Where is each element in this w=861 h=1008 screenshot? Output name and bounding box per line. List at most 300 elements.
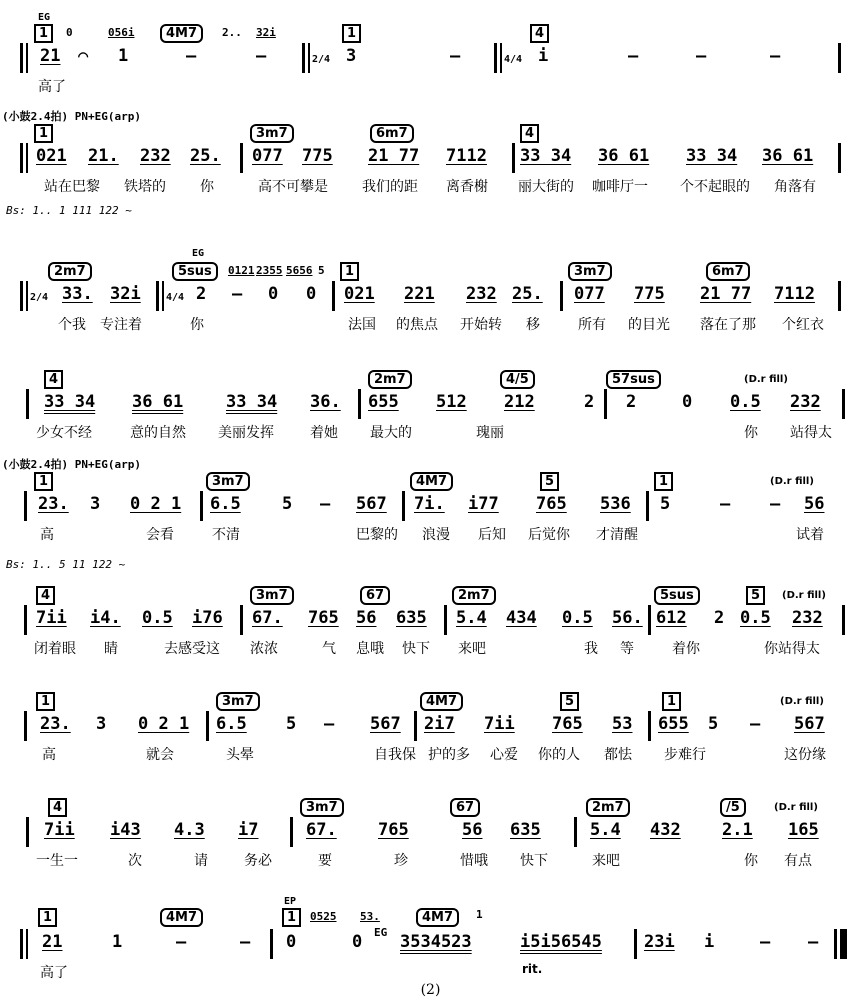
bass-line: Bs: 1.. 1 111 122 ~	[6, 204, 132, 217]
note-group: 36 61	[598, 146, 650, 166]
dash: –	[232, 284, 243, 304]
note-group: 077	[574, 284, 605, 304]
page-number: (2)	[420, 982, 441, 998]
lyric: 珍	[394, 853, 408, 869]
lyric: 专注着	[100, 317, 142, 333]
note-group: 33 34	[44, 392, 96, 412]
note-group: 0 2 1	[138, 714, 190, 734]
note-group: 2	[196, 284, 207, 304]
note-group: 33 34	[520, 146, 572, 166]
staff-system-9	[0, 878, 861, 988]
chord-box: 3m7	[216, 692, 260, 711]
note-group: 635	[396, 608, 427, 628]
lyric: 法国	[348, 317, 376, 333]
lyric: 息哦	[356, 641, 384, 657]
note-group: 7ii	[44, 820, 75, 840]
chord-box: 1	[34, 124, 53, 143]
barline	[838, 43, 841, 73]
chord-box: 4	[48, 798, 67, 817]
barline	[648, 711, 651, 741]
note-group: 56	[804, 494, 825, 514]
barline	[648, 605, 651, 635]
barline	[332, 281, 335, 311]
note-group: 512	[436, 392, 467, 412]
chord-box: 2m7	[48, 262, 92, 281]
dash: –	[720, 494, 731, 514]
barline	[842, 605, 845, 635]
note-group: 7ii	[484, 714, 515, 734]
note-group: 1	[112, 932, 123, 952]
note-group: 3	[90, 494, 101, 514]
lyrics-row	[0, 850, 861, 868]
lyric: 这份缘	[784, 747, 826, 763]
lyric: 你	[200, 179, 214, 195]
lyric: 你的人	[538, 747, 580, 763]
lyric: 来吧	[592, 853, 620, 869]
chord-box: 1	[38, 908, 57, 927]
time-signature: 4/4	[504, 54, 523, 65]
lyric: 最大的	[370, 425, 412, 441]
small-note: 2355	[256, 264, 283, 277]
dash: –	[186, 46, 197, 66]
lyric: 着她	[310, 425, 338, 441]
lyric: 我们的距	[362, 179, 418, 195]
lyric: 铁塔的	[124, 179, 166, 195]
note-group: 23.	[38, 494, 69, 514]
small-note: 0	[66, 26, 73, 39]
note-group: 56	[462, 820, 483, 840]
lyric: 浪漫	[422, 527, 450, 543]
drum-fill-mark: (D.r fill)	[770, 476, 814, 487]
note-group: 0 2 1	[130, 494, 182, 514]
note-group: i43	[110, 820, 141, 840]
note-group: 432	[650, 820, 681, 840]
note-group: 021	[344, 284, 375, 304]
chord-box: /5	[720, 798, 746, 817]
chord-box: 3m7	[568, 262, 612, 281]
small-note: 2..	[222, 26, 242, 39]
lyric: 着你	[672, 641, 700, 657]
lyric: 就会	[146, 747, 174, 763]
lyric: 个红衣	[782, 317, 824, 333]
barline	[838, 281, 841, 311]
lyrics-row	[0, 524, 861, 542]
dash: –	[628, 46, 639, 66]
lyric: 高	[42, 747, 56, 763]
chord-box: 1	[342, 24, 361, 43]
chord-box: 3m7	[250, 586, 294, 605]
lyric: 意的自然	[130, 425, 186, 441]
barline	[646, 491, 649, 521]
lyric: 闭着眼	[34, 641, 76, 657]
barline	[26, 143, 28, 173]
chord-box: 1	[654, 472, 673, 491]
note-group: 765	[552, 714, 583, 734]
note-group: 0	[268, 284, 279, 304]
chord-row	[0, 24, 861, 44]
note-group: i	[704, 932, 715, 952]
note-group: 5.4	[590, 820, 621, 840]
barline	[302, 43, 305, 73]
note-group: 655	[658, 714, 689, 734]
lyric: 请	[194, 853, 208, 869]
lyric: 移	[526, 317, 540, 333]
note-group: 021	[36, 146, 67, 166]
barline	[20, 43, 23, 73]
chord-box: 67	[450, 798, 480, 817]
barline	[842, 389, 845, 419]
barline	[20, 143, 23, 173]
note-group: 36 61	[762, 146, 814, 166]
note-group: 567	[356, 494, 387, 514]
note-group: 2.1	[722, 820, 753, 840]
barline	[308, 43, 310, 73]
lyric: 等	[620, 641, 634, 657]
drum-fill-mark: (D.r fill)	[744, 374, 788, 385]
lyric: 不清	[212, 527, 240, 543]
lyric: 自我保	[374, 747, 416, 763]
barline	[20, 929, 23, 959]
lyric: 高	[40, 527, 54, 543]
final-barline	[834, 929, 837, 959]
chord-sub-label: EG	[38, 12, 51, 23]
lyrics-row	[0, 176, 861, 194]
lyric: 浓浓	[250, 641, 278, 657]
chord-row	[0, 472, 861, 492]
small-note: 0525	[310, 910, 337, 923]
tempo-mark: rit.	[522, 962, 543, 976]
note-group: 4.3	[174, 820, 205, 840]
note-group: 53	[612, 714, 633, 734]
tie-mark: ⌒	[78, 46, 89, 66]
note-group: 612	[656, 608, 687, 628]
note-group: 655	[368, 392, 399, 412]
dash: –	[760, 932, 771, 952]
lyric: 才清醒	[596, 527, 638, 543]
note-group: i7	[238, 820, 259, 840]
barline	[574, 817, 577, 847]
barline	[240, 605, 243, 635]
barline	[24, 491, 27, 521]
barline	[24, 711, 27, 741]
lyric: 务必	[244, 853, 272, 869]
lyric: 去感受这	[164, 641, 220, 657]
dash: –	[750, 714, 761, 734]
chord-box: 1	[34, 472, 53, 491]
lyrics-row	[0, 744, 861, 762]
note-group: 232	[466, 284, 497, 304]
staff-system-5	[0, 456, 861, 571]
chord-box: 57sus	[606, 370, 661, 389]
small-note: 53.	[360, 910, 380, 923]
barline	[156, 281, 159, 311]
barline	[402, 491, 405, 521]
chord-box: 3m7	[206, 472, 250, 491]
chord-sub-label: EG	[192, 248, 205, 259]
dash: –	[770, 46, 781, 66]
lyric: 后知	[478, 527, 506, 543]
chord-box: 6m7	[370, 124, 414, 143]
barline	[560, 281, 563, 311]
barline	[290, 817, 293, 847]
chord-row	[0, 124, 861, 144]
chord-box: 4M7	[420, 692, 463, 711]
lyric: 你	[190, 317, 204, 333]
note-group: 0	[352, 932, 363, 952]
lyric: 试着	[796, 527, 824, 543]
dash: –	[256, 46, 267, 66]
chord-box: 5	[746, 586, 765, 605]
time-signature: 2/4	[30, 292, 49, 303]
dash: –	[176, 932, 187, 952]
note-group: 5	[282, 494, 293, 514]
note-group: 21.	[88, 146, 119, 166]
note-group: 33 34	[686, 146, 738, 166]
note-group: 21 77	[368, 146, 420, 166]
note-group: 3534523	[400, 932, 472, 952]
chord-box: 1	[662, 692, 681, 711]
note-group: 0	[682, 392, 693, 412]
barline	[26, 817, 29, 847]
note-group: 775	[302, 146, 333, 166]
note-group: 765	[378, 820, 409, 840]
lyric: 要	[318, 853, 332, 869]
note-group: 5	[708, 714, 719, 734]
note-row	[0, 494, 861, 520]
chord-box: 1	[34, 24, 53, 43]
dash: –	[770, 494, 781, 514]
note-group: 232	[792, 608, 823, 628]
note-group: 635	[510, 820, 541, 840]
note-group: 2i7	[424, 714, 455, 734]
chord-row	[0, 370, 861, 390]
note-group: 21	[42, 932, 63, 952]
dash: –	[324, 714, 335, 734]
note-group: i	[538, 46, 549, 66]
lyrics-row	[0, 422, 861, 440]
chord-box: 5	[560, 692, 579, 711]
barline	[358, 389, 361, 419]
staff-system-8	[0, 782, 861, 892]
lyric: 后觉你	[528, 527, 570, 543]
staff-system-3	[0, 246, 861, 356]
note-group: 536	[600, 494, 631, 514]
chord-box: 4	[530, 24, 549, 43]
lyrics-row	[0, 314, 861, 332]
note-group: 0.5	[562, 608, 593, 628]
chord-box: 4	[44, 370, 63, 389]
chord-sub-label: EP	[284, 896, 297, 907]
barline	[414, 711, 417, 741]
note-group: 7i.	[414, 494, 445, 514]
note-group: 5.4	[456, 608, 487, 628]
note-group: 1	[118, 46, 129, 66]
note-group: 5	[660, 494, 671, 514]
note-group: 67.	[252, 608, 283, 628]
note-group: 36 61	[132, 392, 184, 412]
staff-system-1	[0, 8, 861, 118]
chord-box: 6m7	[706, 262, 750, 281]
lyric: 快下	[520, 853, 548, 869]
chord-box: 5sus	[654, 586, 700, 605]
chord-box: 4M7	[160, 24, 203, 43]
chord-box: 3m7	[250, 124, 294, 143]
chord-box: 1	[340, 262, 359, 281]
lyric: 心爱	[490, 747, 518, 763]
barline	[500, 43, 502, 73]
lyric: 巴黎的	[356, 527, 398, 543]
barline	[240, 143, 243, 173]
chord-row	[0, 692, 861, 712]
chord-box: 1	[36, 692, 55, 711]
lyric: 落在了那	[700, 317, 756, 333]
chord-box: 4	[520, 124, 539, 143]
note-group: 232	[790, 392, 821, 412]
lyric: 步难行	[664, 747, 706, 763]
chord-box: 4M7	[416, 908, 459, 927]
small-note: 5	[318, 264, 325, 277]
note-group: 0.5	[740, 608, 771, 628]
note-group: 2	[626, 392, 637, 412]
lyric: 来吧	[458, 641, 486, 657]
small-note: EG	[374, 926, 388, 939]
note-group: 775	[634, 284, 665, 304]
note-group: 23i	[644, 932, 675, 952]
note-group: i76	[192, 608, 223, 628]
note-group: 0.5	[730, 392, 761, 412]
note-row	[0, 284, 861, 310]
chord-row	[0, 798, 861, 818]
drum-fill-mark: (D.r fill)	[782, 590, 826, 601]
chord-row	[0, 908, 861, 928]
dash: –	[696, 46, 707, 66]
lyric: 头晕	[226, 747, 254, 763]
lyric: 会看	[146, 527, 174, 543]
dash: –	[808, 932, 819, 952]
chord-row	[0, 586, 861, 606]
note-group: 56	[356, 608, 377, 628]
note-group: 33.	[62, 284, 93, 304]
lyric: 一生一	[36, 853, 78, 869]
staff-system-6	[0, 570, 861, 680]
lyric: 护的多	[428, 747, 470, 763]
barline	[206, 711, 209, 741]
lyric: 高了	[40, 965, 68, 981]
note-group: i4.	[90, 608, 121, 628]
note-group: 765	[308, 608, 339, 628]
chord-box: 4/5	[500, 370, 535, 389]
staff-system-2	[0, 108, 861, 218]
lyric: 的焦点	[396, 317, 438, 333]
barline	[162, 281, 164, 311]
note-group: i5i56545	[520, 932, 602, 952]
small-note: 32i	[256, 26, 276, 39]
barline	[634, 929, 637, 959]
chord-box: 5sus	[172, 262, 218, 281]
note-group: 434	[506, 608, 537, 628]
lyric: 所有	[578, 317, 606, 333]
lyric: 都怯	[604, 747, 632, 763]
note-group: 6.5	[216, 714, 247, 734]
note-group: 32i	[110, 284, 141, 304]
barline	[604, 389, 607, 419]
time-signature: 2/4	[312, 54, 331, 65]
note-row	[0, 714, 861, 740]
lyric: 角落有	[774, 179, 816, 195]
barline	[26, 43, 28, 73]
small-note: 0121	[228, 264, 255, 277]
lyric: 站得太	[790, 425, 832, 441]
lyric: 美丽发挥	[218, 425, 274, 441]
note-group: 077	[252, 146, 283, 166]
note-group: 567	[370, 714, 401, 734]
note-group: 67.	[306, 820, 337, 840]
lyrics-row	[0, 76, 861, 94]
note-group: 36.	[310, 392, 341, 412]
note-row	[0, 926, 861, 958]
instrument-note: (小鼓2.4拍) PN+EG(arp)	[2, 110, 141, 123]
small-note: 1	[476, 908, 483, 921]
lyric: 瑰丽	[476, 425, 504, 441]
chord-box: 5	[540, 472, 559, 491]
note-group: 765	[536, 494, 567, 514]
note-group: 21	[40, 46, 61, 66]
note-group: 33 34	[226, 392, 278, 412]
small-note: 5656	[286, 264, 313, 277]
note-group: 3	[96, 714, 107, 734]
note-row	[0, 46, 861, 72]
barline	[24, 605, 27, 635]
lyric: 睛	[104, 641, 118, 657]
drum-fill-mark: (D.r fill)	[774, 802, 818, 813]
note-row	[0, 608, 861, 634]
note-group: 212	[504, 392, 535, 412]
lyric: 有点	[784, 853, 812, 869]
chord-box: 4M7	[160, 908, 203, 927]
lyrics-row	[0, 638, 861, 656]
barline	[838, 143, 841, 173]
time-signature: 4/4	[166, 292, 185, 303]
note-group: 0	[306, 284, 317, 304]
note-group: 7112	[446, 146, 487, 166]
lyric: 高了	[38, 79, 66, 95]
dash: –	[240, 932, 251, 952]
barline	[444, 605, 447, 635]
staff-system-4	[0, 354, 861, 464]
barline	[26, 929, 28, 959]
note-row	[0, 820, 861, 846]
instrument-note: (小鼓2.4拍) PN+EG(arp)	[2, 458, 141, 471]
note-group: 232	[140, 146, 171, 166]
note-group: 6.5	[210, 494, 241, 514]
barline	[494, 43, 497, 73]
note-group: 7112	[774, 284, 815, 304]
note-group: 0	[286, 932, 297, 952]
chord-box: 4M7	[410, 472, 453, 491]
note-group: 3	[346, 46, 357, 66]
note-group: 165	[788, 820, 819, 840]
note-group: 23.	[40, 714, 71, 734]
note-group: 25.	[190, 146, 221, 166]
chord-box: 2m7	[368, 370, 412, 389]
lyric: 高不可攀是	[258, 179, 328, 195]
lyric: 次	[128, 853, 142, 869]
chord-box: 4	[36, 586, 55, 605]
drum-fill-mark: (D.r fill)	[780, 696, 824, 707]
staff-system-7	[0, 676, 861, 786]
lyric: 我	[584, 641, 598, 657]
dash: –	[450, 46, 461, 66]
